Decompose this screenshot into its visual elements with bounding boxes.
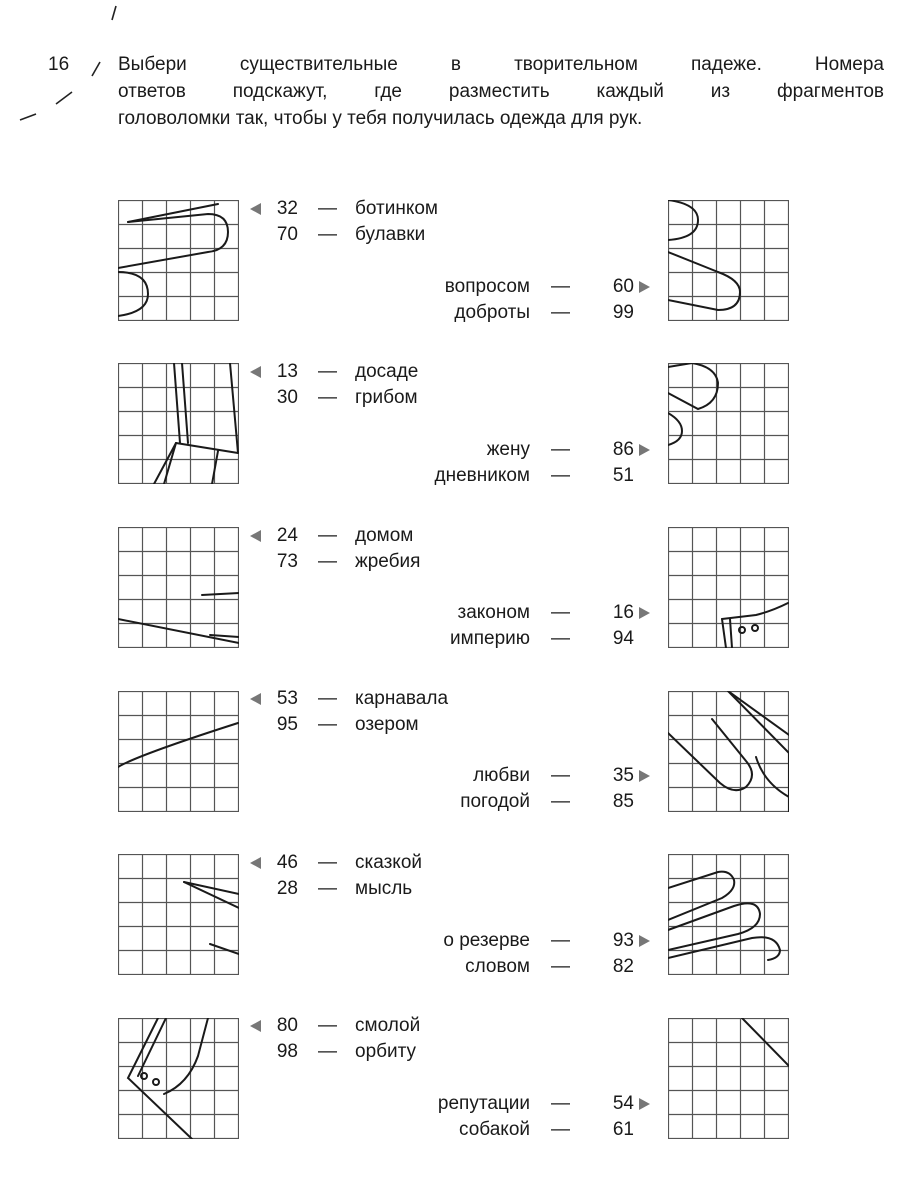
answer-number: 70 [276,224,298,245]
dash: — [318,387,337,408]
dash: — [318,551,337,572]
dash: — [318,688,337,709]
answer-word[interactable]: вопросом [444,276,530,297]
answer-number: 80 [276,1015,298,1036]
dash: — [551,956,570,977]
answer-number: 85 [612,791,634,812]
dash: — [318,1041,337,1062]
answer-word[interactable]: сказкой [355,852,423,873]
answer-number: 94 [612,628,634,649]
dash: — [551,439,570,460]
answer-word[interactable]: орбиту [355,1041,417,1062]
puzzle-fragment-left-3[interactable] [118,527,239,648]
answer-word[interactable]: дневником [434,465,530,486]
arrow-right-icon [639,444,650,456]
answer-word[interactable]: досаде [355,361,419,382]
answer-word[interactable]: репутации [437,1093,530,1114]
puzzle-fragment-left-6[interactable] [118,1018,239,1139]
dash: — [551,465,570,486]
task-line: ответов подскажут, где разместить каждый из фрагментов [118,81,884,102]
task-number: 16 [48,54,70,75]
answer-number: 51 [612,465,634,486]
dash: — [551,628,570,649]
answer-word[interactable]: законом [457,602,530,623]
task-instructions [118,51,884,132]
answer-word[interactable]: ботинком [355,198,438,219]
answer-number: 86 [612,439,634,460]
answer-word[interactable]: словом [465,956,530,977]
dash: — [551,765,570,786]
task-line: Выбери существительные в творительном падеже. Номера [118,54,884,75]
answer-word[interactable]: жребия [355,551,421,572]
puzzle-fragment-right-3[interactable] [668,527,789,648]
arrow-right-icon [639,935,650,947]
puzzle-fragment-left-4[interactable] [118,691,239,812]
arrow-right-icon [639,607,650,619]
answer-number: 46 [276,852,298,873]
dash: — [318,714,337,735]
answer-word[interactable]: о резерве [443,930,530,951]
answer-word[interactable]: погодой [460,791,530,812]
answer-word[interactable]: озером [355,714,419,735]
answer-number: 98 [276,1041,298,1062]
dash: — [551,791,570,812]
answer-number: 30 [276,387,298,408]
answer-number: 24 [276,525,298,546]
puzzle-fragment-right-5[interactable] [668,854,789,975]
answer-number: 13 [276,361,298,382]
answer-word[interactable]: империю [450,628,530,649]
answer-word[interactable]: грибом [355,387,418,408]
answer-number: 93 [612,930,634,951]
dash: — [551,1093,570,1114]
puzzle-fragment-right-6[interactable] [668,1018,789,1139]
answer-word[interactable]: смолой [355,1015,421,1036]
answer-word[interactable]: домом [355,525,414,546]
task-line: головоломки так, чтобы у тебя получилась одежда для рук. [118,108,643,129]
answer-word[interactable]: доброты [454,302,530,323]
arrow-right-icon [639,770,650,782]
answer-number: 61 [612,1119,634,1140]
arrow-right-icon [639,281,650,293]
puzzle-fragment-right-1[interactable] [668,200,789,321]
dash: — [551,602,570,623]
puzzle-fragment-left-5[interactable] [118,854,239,975]
answer-number: 73 [276,551,298,572]
answer-number: 99 [612,302,634,323]
answer-number: 16 [612,602,634,623]
answer-number: 82 [612,956,634,977]
answer-word[interactable]: мысль [355,878,413,899]
answer-number: 53 [276,688,298,709]
answer-number: 60 [612,276,634,297]
puzzle-fragment-right-2[interactable] [668,363,789,484]
dash: — [551,1119,570,1140]
dash: — [318,361,337,382]
dash: — [318,198,337,219]
answer-word[interactable]: любви [473,765,530,786]
answer-word[interactable]: собакой [459,1119,530,1140]
answer-number: 28 [276,878,298,899]
answer-word[interactable]: карнавала [355,688,449,709]
dash: — [318,878,337,899]
dash: — [551,930,570,951]
dash: — [318,224,337,245]
puzzle-fragment-left-1[interactable] [118,200,239,321]
dash: — [318,1015,337,1036]
puzzle-fragment-right-4[interactable] [668,691,789,812]
answer-word[interactable]: жену [486,439,530,460]
answer-number: 32 [276,198,298,219]
dash: — [551,302,570,323]
dash: — [318,852,337,873]
answer-number: 95 [276,714,298,735]
dash: — [551,276,570,297]
dash: — [318,525,337,546]
arrow-right-icon [639,1098,650,1110]
answer-word[interactable]: булавки [355,224,426,245]
puzzle-fragment-left-2[interactable] [118,363,239,484]
answer-number: 35 [612,765,634,786]
answer-number: 54 [612,1093,634,1114]
